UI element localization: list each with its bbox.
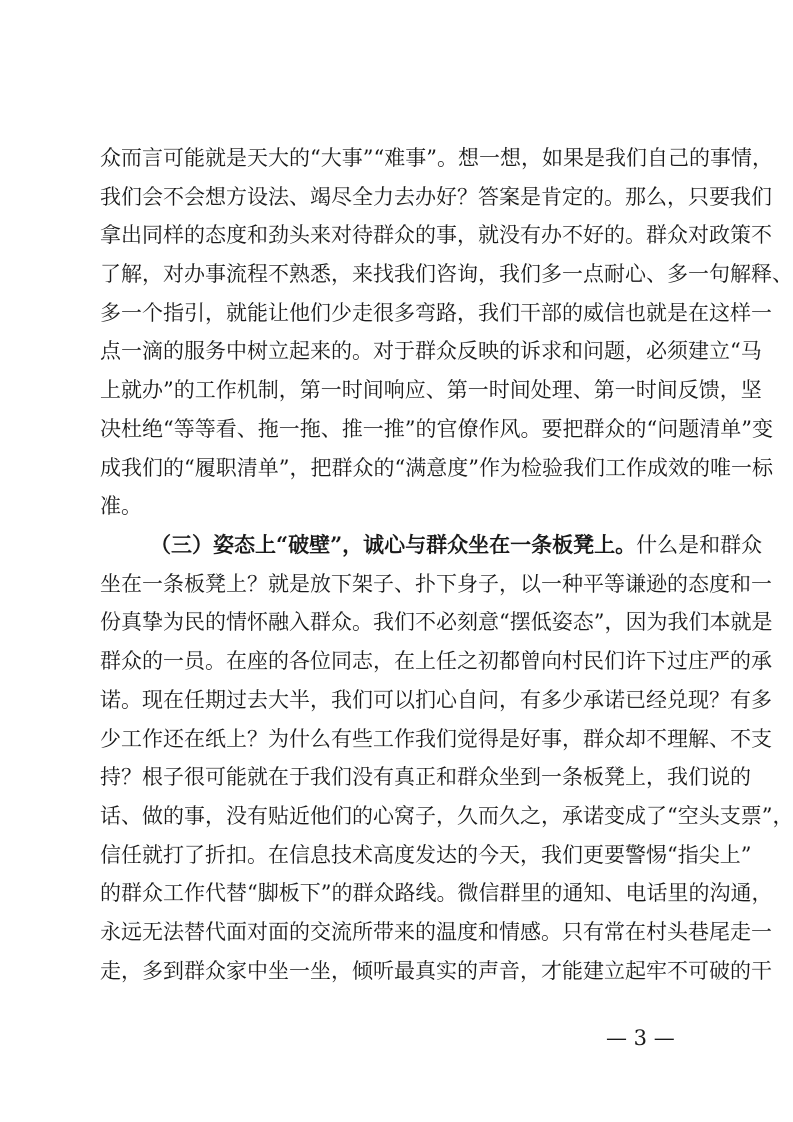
text-line: 持？根子很可能就在于我们没有真正和群众坐到一条板凳上，我们说的 <box>100 765 751 789</box>
text-line: 话、做的事，没有贴近他们的心窝子，久而久之，承诺变成了“空头支票”， <box>100 804 793 828</box>
text-line: 拿出同样的态度和劲头来对待群众的事，就没有办不好的。群众对政策不 <box>100 223 772 247</box>
text-line: 群众的一员。在座的各位同志，在上任之初都曾向村民们许下过庄严的承 <box>100 649 772 673</box>
section-heading-line <box>150 530 763 560</box>
text-line: 点一滴的服务中树立起来的。对于群众反映的诉求和问题，必须建立“马 <box>100 339 762 363</box>
text-line: 坐在一条板凳上？就是放下架子、扑下身子，以一种平等谦逊的态度和一 <box>100 572 772 596</box>
text-line: 信任就打了折扣。在信息技术高度发达的今天，我们更要警惕“指尖上” <box>100 843 752 867</box>
text-line: 永远无法替代面对面的交流所带来的温度和情感。只有常在村头巷尾走一 <box>100 920 772 944</box>
text-line: 上就办”的工作机制，第一时间响应、第一时间处理、第一时间反馈，坚 <box>100 378 762 402</box>
text-line: 成我们的“履职清单”，把群众的“满意度”作为检验我们工作成效的唯一标 <box>100 456 773 480</box>
heading-continuation: 什么是和群众 <box>636 533 763 557</box>
text-line: 我们会不会想方设法、竭尽全力去办好？答案是肯定的。那么，只要我们 <box>100 185 772 209</box>
text-line: 的群众工作代替“脚板下”的群众路线。微信群里的通知、电话里的沟通， <box>100 881 773 905</box>
text-line: 准。 <box>100 494 142 518</box>
text-line: 诺。现在任期过去大半，我们可以扪心自问，有多少承诺已经兑现？有多 <box>100 688 772 712</box>
page-number: — 3 — <box>606 1026 675 1050</box>
text-line: 份真挚为民的情怀融入群众。我们不必刻意“摆低姿态”，因为我们本就是 <box>100 610 773 634</box>
text-line: 多一个指引，就能让他们少走很多弯路，我们干部的威信也就是在这样一 <box>100 301 772 325</box>
text-line: 众而言可能就是天大的“大事”“难事”。想一想，如果是我们自己的事情， <box>100 146 773 170</box>
section-heading: （三）姿态上“破壁”，诚心与群众坐在一条板凳上。 <box>150 532 637 557</box>
text-line: 少工作还在纸上？为什么有些工作我们觉得是好事，群众却不理解、不支 <box>100 727 772 751</box>
text-line: 了解，对办事流程不熟悉，来找我们咨询，我们多一点耐心、多一句解释、 <box>100 262 793 286</box>
text-line: 决杜绝“等等看、拖一拖、推一推”的官僚作风。要把群众的“问题清单”变 <box>100 417 773 441</box>
text-line: 走，多到群众家中坐一坐，倾听最真实的声音，才能建立起牢不可破的干 <box>100 959 772 983</box>
